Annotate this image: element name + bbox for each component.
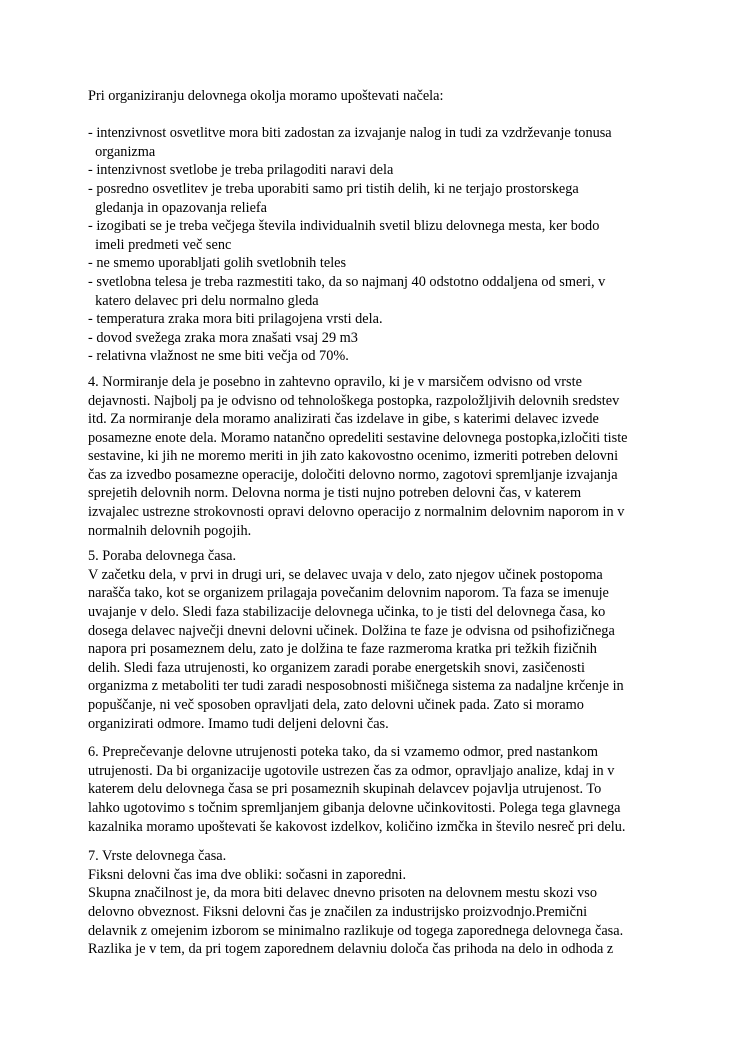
text-document <box>88 87 678 959</box>
text-line: posamezne enote dela. Moramo natančno opredeliti sestavine delovnega postopka,izločiti tiste <box>88 429 628 446</box>
text-line: lahko ugotovimo s točnim spremljanjem gibanja delovne učinkovitosti. Polega tega glavnega <box>88 799 621 816</box>
text-line: - izogibati se je treba večjega števila individualnih svetil blizu delovnega mesta, ker bodo <box>88 218 600 235</box>
paragraph-5-poraba-delovnega-casa <box>88 547 678 733</box>
intro-paragraph <box>88 87 678 106</box>
text-line: delih. Sledi faza utrujenosti, ko organizem zaradi porabe energetskih snovi, zasičenosti <box>88 659 585 676</box>
text-line: - dovod svežega zraka mora znašati vsaj 29 m3 <box>88 329 358 346</box>
text-line: Pri organiziranju delovnega okolja moramo upoštevati načela: <box>88 88 444 104</box>
text-line: organizma <box>88 143 156 160</box>
text-line: 6. Preprečevanje delovne utrujenosti poteka tako, da si vzamemo odmor, pred nastankom <box>88 744 598 761</box>
text-line: 4. Normiranje dela je posebno in zahtevno opravilo, ki je v marsičem odvisno od vrste <box>88 373 582 390</box>
text-line: - intenzivnost svetlobe je treba prilagoditi naravi dela <box>88 162 394 179</box>
text-line: izvajalec ustrezne strokovnosti opravi delovno operacijo z normalnim delovnim naporom in v <box>88 504 625 521</box>
text-line: - svetlobna telesa je treba razmestiti tako, da so najmanj 40 odstotno oddaljena od smeri, v <box>88 273 606 290</box>
text-line: gledanja in opazovanja reliefa <box>88 199 268 216</box>
text-line: normalnih delovnih pogojih. <box>88 522 252 539</box>
text-line: uvajanje v delo. Sledi faza stabilizacije delovnega učinka, to je tisti del delovnega časa, ko <box>88 604 606 621</box>
text-line: - ne smemo uporabljati golih svetlobnih teles <box>88 255 347 272</box>
text-line: dejavnosti. Najbolj pa je odvisno od tehnološkega postopka, razpoložljivih delovnih sredstev <box>88 392 620 409</box>
text-line: delavnik z omejenim izborom se minimalno razlikuje od togega zaporednega delovnega časa. <box>88 922 624 939</box>
text-line: Razlika je v tem, da pri togem zaporednem delavniu določa čas prihoda na delo in odhoda z <box>88 941 614 958</box>
text-line: dosega delavec največji dnevni delovni učinek. Dolžina te faze je odvisna od psihofizičnega <box>88 622 615 639</box>
text-line: organizma z metaboliti ter tudi zaradi nesposobnosti mišičnega sistema za nadaljne krčenje in <box>88 678 624 695</box>
text-line: katerem delu delovnega časa se pri posameznih skupinah delavcev pojavlja utrujenost. To <box>88 781 602 798</box>
text-line: organizirati odmore. Imamo tudi deljeni delovni čas. <box>88 715 389 732</box>
text-line: - temperatura zraka mora biti prilagojena vrsti dela. <box>88 311 383 328</box>
text-line: katero delavec pri delu normalno gleda <box>88 292 319 309</box>
text-line: 7. Vrste delovnega časa. <box>88 848 227 865</box>
text-line: utrujenosti. Da bi organizacije ugotovile ustrezen čas za odmor, opravljajo analize, kdaj in v <box>88 762 615 779</box>
text-line: sestavine, ki jih ne moremo meriti in jih zato kakovostno ocenimo, izmeriti potreben delovni <box>88 448 619 465</box>
text-line: popuščanje, ni več sposoben opravljati dela, zato delovni učinek pada. Zato si moramo <box>88 697 584 713</box>
text-line: čas za izvedbo posamezne operacije, določiti delovno normo, zagotovi spremljanje izvajanja <box>88 466 618 483</box>
text-line: 5. Poraba delovnega časa. <box>88 548 237 565</box>
text-line: napora pri posameznem delu, zato je dolžina te faze razmeroma kratka pri težkih fizičnih <box>88 641 597 658</box>
text-line: - posredno osvetlitev je treba uporabiti samo pri tistih delih, ki ne terjajo prostorskega <box>88 180 579 197</box>
text-line: delovno obveznost. Fiksni delovni čas je značilen za industrijsko proizvodnjo.Premični <box>88 903 588 920</box>
text-line: Fiksni delovni čas ima dve obliki: sočasni in zaporedni. <box>88 866 407 883</box>
paragraph-4-normiranje-dela <box>88 373 678 540</box>
text-line: - intenzivnost osvetlitve mora biti zadostan za izvajanje nalog in tudi za vzdrževanje tonusa <box>88 125 612 142</box>
text-line: itd. Za normiranje dela moramo analizirati čas izdelave in gibe, s katerimi delavec izvede <box>88 411 599 428</box>
paragraph-6-preprecevanje-utrujenosti <box>88 743 678 836</box>
text-line: narašča tako, kot se organizem prilagaja povečanim delovnim naporom. Ta faza se imenuje <box>88 585 609 602</box>
text-line: Skupna značilnost je, da mora biti delavec dnevno prisoten na delovnem mestu skozi vso <box>88 885 598 902</box>
text-line: V začetku dela, v prvi in drugi uri, se delavec uvaja v delo, zato njegov učinek postopoma <box>88 566 603 583</box>
principles-list <box>88 124 678 366</box>
text-line: - relativna vlažnost ne sme biti večja od 70%. <box>88 348 349 365</box>
text-line: kazalnika moramo upoštevati še kakovost izdelkov, količino izmčka in število nesreč pri delu. <box>88 818 626 835</box>
paragraph-7-vrste-delovnega-casa <box>88 847 678 959</box>
text-line: imeli predmeti več senc <box>88 236 232 253</box>
text-line: sprejetih delovnih norm. Delovna norma je tisti nujno potreben delovni čas, v katerem <box>88 485 582 502</box>
